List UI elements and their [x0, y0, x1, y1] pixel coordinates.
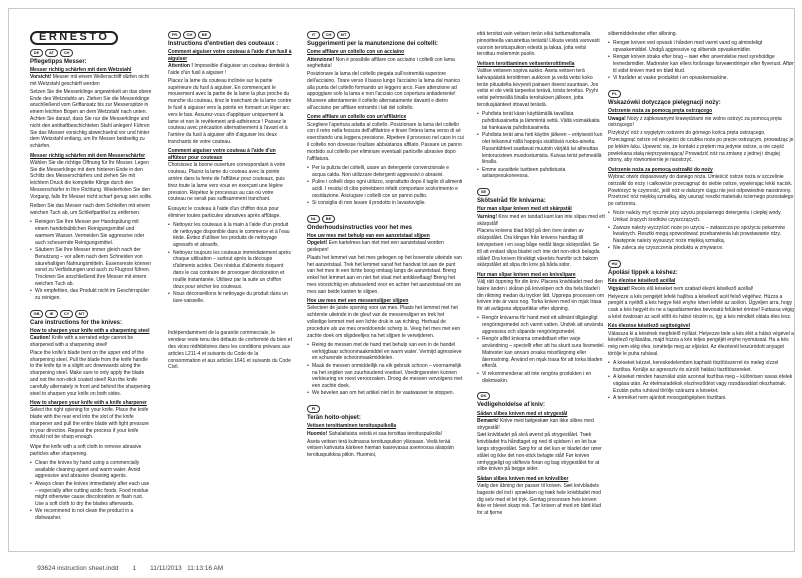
warning-paragraph: [307, 57, 464, 71]
section-title-en: Care instructions for the knives:: [30, 319, 123, 326]
subheading: How to sharpen your knife with a knife sharpener: [30, 399, 147, 406]
country-badges-de: [30, 49, 153, 57]
bullet-item: • Pulire i coltelli dopo ogni utilizzo, soprattutto dopo il taglio di alimenti acidi. I residui di cibo potrebbero infatti comportare scolorimento e ossidazione. Asciugare i coltelli con un panno pulito.: [307, 179, 464, 199]
section-title-se: Skötselråd för knivarna:: [477, 198, 546, 205]
section-title-fi: Terän hoito-ohjeet:: [307, 415, 361, 422]
paragraph: Przyłożyć nóż z wygiętym ostrzem do górnego końca pręta ostrzącego. Przeciągnąć ostrze od rękojeści do czubka noża po pręcie ostrzącym, prowadząc je po lekkim łuku. Upewnić się, że kontakt z prętem ma jedynie ostrze, a nie część powlekana stalą nieprzywierającą! Prowadzić nóż na zmianę z jednej i drugiej strony, aby równomiernie je naostrzyć.: [608, 130, 794, 164]
bullet-item: • Nie zaleca się czyszczenia produktu w zmywarce.: [608, 245, 794, 252]
subheading: Kés élezése késélező acéllal: [608, 278, 676, 285]
country-badge: MT: [75, 310, 88, 318]
subheading: Comment aiguiser votre couteau à l'aide d'un fusil à aiguiser: [168, 49, 292, 62]
warning-text: Non è possibile affilare con acciaino i coltelli con lama seghettata!: [307, 56, 455, 70]
paragraph: Essuyez le couteau à l'aide d'un chiffon doux pour éliminer toutes particules abrasives après affûtage.: [168, 205, 281, 219]
subheading: Ostrzenie noża za pomocą ostrzałki do noży: [608, 166, 713, 173]
bullet-list: [307, 342, 464, 397]
warning-paragraph: [608, 286, 794, 293]
warning-text: Sahalaitaista veistä ei saa teroittaa teroituspuikolla!: [328, 430, 443, 437]
warning-paragraph: [307, 240, 464, 254]
paragraph: Vælg den åbning der passer til kniven. Sæt knivbladets bageste del ind i sprækken og træk hele knivbladet mod dig selv med et let tryk. Gentag processen hvis kniven ikke er blevet skarp nok. Tør kniven af med en blød klud for at fjerne: [477, 483, 602, 517]
bullet-item: • Reinig de messen met de hand met behulp van een in de handel verkrijgbaar schoonmaakmiddel en warm water. Vermijd agressieve en schurende schoonmaakmiddelen.: [307, 342, 464, 362]
bullet-item: • Puhdista terät käsin käyttämällä tavallista puhdistusainetta ja lämmintä vettä. Vältä voimakkaita tai hankaavia puhdistusaineita.: [477, 111, 605, 131]
paragraph: Choisissez la bonne ouverture correspondant à votre couteau. Placez la lame du couteau avec la pointe arrière dans la fente de l'affûteur pour couteaux, puis tirez toute la lame vers vous en exerçant une légère pression. Répétez le processus au cas où votre couteau ne serait pas suffisamment tranchant.: [168, 162, 286, 203]
subheading: Messer richtig schärfen mit dem Wetzstahl: [30, 67, 132, 73]
subheading: Veitsen teroittaminen veitsenteroittimella: [477, 60, 575, 67]
country-badge: SE: [477, 188, 490, 196]
warning-text: Noży z ząbkowanymi krawędziami nie wolno ostrzyć za pomocą pręta ostrzącego!: [608, 115, 782, 129]
warning-text: Knife with a serrated edge cannot be sharpened with a sharpening steel!: [30, 335, 134, 349]
paragraph: Placez la lame du couteau inclinée sur la partie supérieure du fusil à aiguiser. En commençant le mouvement avec la partie de la lame la plus proche du manche du couteau, tirez le tranchant de la lame contre le fusil à aiguiser vers la pointe en formant un léger arc vers le bas. Assurez-vous d'appliquer uniquement la lame et non le revêtement anti-adhérence ! Passez le couteau avec précaution alternativement à l'avant et à l'arrière du fusil à aiguiser afin d'aiguiser les deux tranchants de votre couteau.: [168, 77, 292, 146]
paragraph-continued: slibemiddelrester efter slibning.: [608, 31, 677, 37]
paragraph: Wipe the knife with a soft cloth to remove abrasive particles after sharpening.: [30, 443, 142, 457]
country-badge: CH: [183, 31, 196, 39]
country-badges-hu: [608, 260, 794, 268]
paragraph: Select the right opening for your knife. Place the knife blade with the rear end into the slot of the knife sharpener and pull the entire blade with light pressure in your direction. Repeat the process if your knife should not be sharp enough.: [30, 407, 149, 441]
paragraph: Sæt knivbladet på skrå øverst på strygestålet. Træk knivbladet fra håndtaget og ned til spidsen i en let bue langs strygestålet. Sørg for at det kun er bladet der rører stålet og ikke det non-stick belagte stål! Før kniven omhyggeligt og skiftevis foran og bag strygestålet for at slibe kniven på begge sider.: [477, 432, 602, 473]
column-3: [307, 31, 464, 551]
bullet-item: • Säubern Sie Ihre Messer immer gleich nach der Benutzung – vor allem nach dem Schneiden von säurehaltigen Nahrungsmitteln. Essensreste können sonst zu Verfärbungen und auch zu Flugrost führen. Trocknen Sie anschließend Ihre Messer mit einem weichen Tuch ab.: [30, 247, 153, 288]
subheading: Veitsen teroittaminen teroituspuikolla: [307, 423, 397, 430]
section-title-fr: Instructions d'entretien des couteaux :: [168, 41, 279, 47]
country-badge: FR: [168, 31, 181, 39]
paragraph: Posizionare la lama del coltello piegata sull'estremità superiore dell'acciaino. Tirare verso il basso lungo l'acciaino la lama dal manico alla punta del coltello formando un leggero arco. Fare attenzione ad appoggiare solo la lama e non l'acciaio con copertura antiaderente! Muovere attentamente il coltello alternatamente davanti e dietro all'acciaino per affilare entrambi i lati del coltello.: [307, 71, 461, 112]
warning-paragraph: [168, 63, 292, 77]
bullet-item: • Always clean the knives immediately after each use – especially after cutting acidic foods. Food residue might otherwise cause discoloration or flash rust. Use a soft cloth to dry the blades afterwards.: [30, 481, 153, 508]
bullet-item: • Vi fraråder at vaske produktet i en opvaskemaskine.: [608, 75, 794, 82]
warning-text: Kniv med en tandad kant kan inte slipas med ett skärpstål!: [477, 213, 605, 227]
warning-label: Bemærk!: [477, 417, 499, 424]
warning-text: Messer mit einem Wellenschliff dürfen nicht mit Wetzstahl geschärft werden: [30, 74, 149, 88]
warning-text: Recés élű késeket nem szabad élezni késélező acéllal!: [631, 285, 754, 292]
country-badge: BE: [198, 31, 211, 39]
paragraph: Välj rätt öppning för din kniv. Placera knivbladet med den bakre änden i skåran på knivslipen och dra hela bladet i din riktning medan du trycker lätt. Upprepa processen om kniven inte är vass nog. Torka kniven med en mjuk trasa för att avlägsna slippartiklar efter slipning.: [477, 278, 605, 313]
bullet-item: • Rengör knivarna för hand med ett allmänt tillgängligt rengöringsmedel och varmt vatten. Undvik att använda aggressiva och slipande rengöringsmedel.: [477, 315, 605, 335]
bullet-list: [608, 360, 794, 402]
section-title-hu: Ápolási tippek a késhez:: [608, 270, 678, 277]
warning-paragraph: [477, 214, 605, 228]
subheading: Messer richtig schärfen mit dem Messerschärfer: [30, 152, 146, 159]
country-badges-it: [307, 31, 464, 39]
legal-notice: Indépendamment de la garantie commerciale, le vendeur reste tenu des défauts de conformité du bien et des vices rédhibitoires dans les conditions prévues aux articles L211-4 et suivants du Code de la consommation et aux articles 1641 et suivants du Code Civil.: [168, 330, 292, 371]
warning-text: Impossible d'aiguiser un couteau dentelé à l'aide d'un fusil à aiguiser !: [168, 63, 290, 77]
subheading: Sådan slibes kniven med en knivsliber: [477, 475, 569, 482]
subheading: Hoe uw mes met behulp van een aanzetstaal slijpen: [307, 232, 430, 239]
bullet-item: • We bevelen aan om het artikel niet in de vaatwasser te stoppen.: [307, 390, 464, 397]
ernesto-logo: ERNESTO: [30, 31, 118, 45]
bullet-item: • Zawsze należy wyczyścić noże po użyciu – zwłaszcza po spożyciu pokarmów kwaśnych. Resztki mogą spowodować przebarwienia lub powstawanie rdzy. Następnie należy wysuszyć noże miękką szmatką.: [608, 225, 794, 245]
warning-paragraph: [30, 74, 153, 88]
warning-paragraph: [307, 431, 464, 438]
bullet-item: • A késeket kézzel, kereskedelemben kapható tisztítószerrel és meleg vízzel tisztítsa. Kerülje az agresszív és súroló hatású tisztítószereket.: [608, 360, 794, 374]
subheading: Comment aiguiser votre couteau à l'aide d'un affûteur pour couteaux: [168, 148, 276, 162]
country-badge: CH: [322, 31, 335, 39]
bullet-list: [608, 40, 794, 82]
section-title-it: Suggerimenti per la manutenzione dei coltelli:: [307, 41, 439, 47]
bullet-item: • Wir empfehlen, das Produkt nicht im Geschirrspüler zu reinigen.: [30, 288, 153, 302]
subheading: Hur man slipar kniven med en knivslipare: [477, 271, 576, 278]
subheading: Come affilare un coltello con un'affilatrice: [307, 114, 407, 121]
bullet-item: • Maak de messen onmiddellijk na elk gebruik schoon – voornamelijk na het snijden van zuurhoudend voedsel. Voedingsresten kunnen verkleuring en roest veroorzaken. Droog de messen vervolgens met een zachte doek.: [307, 363, 464, 390]
paragraph: Plaats het lemmet van het mes gebogen op het bovenste uiteinde van het aanzetstaal. Trek het lemmet vanaf het handvat tot aan de punt van het mes in een lichte boog omlaag langs de aanzetstaal. Breng enkel het lemmet aan en niet het staal met antikleeflaag! Breng het mes voorzichtig en afwisselend voor en achter het aanzetstaal om uw mes aan beide kanten te slijpen.: [307, 254, 462, 295]
paragraph: Place the knife's blade bent on the upper end of the sharpening steel. Pull the blade from the knife handle to the knife tip in a slight arc downwards along the sharpening steel. Make sure to only apply the blade and not the non-stick coated steel! Run the knife carefully alternately in front and behind the sharpening steel to sharpen your knife on both sides.: [30, 349, 151, 397]
country-badges-se: [477, 188, 605, 196]
warning-label: Attention !: [168, 63, 193, 70]
warning-label: Vigyázat!: [608, 285, 630, 292]
paragraph: Valitse veitseen sopiva aukko. Aseta veitsen terä kahvapäästä teroittimen aukkoon ja vedä veitsi koko terän pituudelta kevyesti painaen itseesi suuntaan. Jos veitsi ei ole vielä tarpeeksi terävä, toista teroitus. Pyyhi veitsi pehmeällä liinalla teroituksen jälkeen, jotta teroitusjäänteet irtoavat terästä.: [477, 67, 599, 108]
bullet-item: • Per la pulizia dei coltelli, usare un detergente convenzionale e acqua calda. Non utilizzare detergenti aggressivi o abrasivi.: [307, 165, 464, 179]
bullet-item: • Noże należy myć ręcznie przy użyciu popularnego detergentu i ciepłej wody. Unikać żrących środków czyszczących.: [608, 210, 794, 224]
country-badge: IT: [307, 31, 320, 39]
country-badge: BE: [322, 215, 335, 223]
bullet-list: [477, 315, 605, 384]
warning-paragraph: [30, 335, 153, 349]
country-badge: CH: [60, 49, 73, 57]
warning-paragraph: [477, 418, 605, 432]
warning-label: Opgelet!: [307, 240, 328, 247]
country-badge: IE: [45, 310, 58, 318]
warning-label: Huomio!: [307, 430, 328, 437]
paragraph: Wählen Sie die richtige Öffnung für Ihr Messer. Legen Sie die Messerklinge mit dem hinteren Ende in den Schlitz des Messerschärfers und ziehen Sie mit leichtem Druck die komplette Klinge durch den Messerschärfer in Ihre Richtung. Wiederholen Sie den Vorgang, falls Ihr Messer nicht scharf genug sein sollte.: [30, 159, 153, 200]
country-badges-nl: [307, 215, 464, 223]
bullet-list: [30, 219, 153, 302]
bullet-item: • Si consiglia di non lavare il prodotto in lavastoviglie.: [307, 200, 464, 207]
subheading: Hur man slipar kniven med ett skärpstål: [477, 206, 572, 213]
subheading: Kés élezése késélező segítségével: [608, 323, 690, 330]
bullet-item: • Rengør kniven straks efter brug – især efter anvendelse med syreholdige levnedsmidler. Madrester kan ellers forårsage farveændringer eller flyverust. Aftør til sidst kniven med en blød klud.: [608, 54, 794, 74]
subheading: Sådan slibes kniven med et strygestål: [477, 410, 568, 417]
column-5: [608, 31, 794, 551]
country-badge: HU: [608, 260, 621, 268]
bullet-list: [168, 222, 292, 305]
subheading: Come affilare un coltello con un acciaino: [307, 49, 405, 56]
section-title-pl: Wskazówki dotyczące pielęgnacji noży:: [608, 100, 721, 107]
bullet-item: • We recommend to not clean the product in a dishwasher.: [30, 508, 153, 522]
country-badges-fr: [168, 31, 292, 39]
country-badge: CY: [60, 310, 73, 318]
paragraph: Válassza ki a késének megfelelő nyílást. Helyezze bele a kés élét a hátsó végével a késélező nyílásába, majd húzza a kés teljes pengéjét enyhe nyomással. Ha a kés még nem elég éles, ismételje meg az eljárást. Az élezésnél leszúródott anyagot törölje le puha ruhával.: [608, 330, 794, 357]
section-title-de: Pflegetipps Messer:: [30, 58, 87, 65]
paragraph: Helyezze a kés pengéjét lefelé hajlítva a késélező acél felső végéhez. Húzza a pengét a nyéltől a kés hegye felé enyhe ívben lefelé az acélon. Ügyeljen arra, hogy csak a kés hegyét és ne a tapadásmentes bevonatú felületet érintse! Futtassa végig a kést óvatosan az acél előtt és hátsó részén is, így a kés mindkét oldala éles lesz.: [608, 293, 794, 320]
subheading: Hoe uw mes met een messenslijper slijpen: [307, 298, 409, 305]
country-badge: DK: [477, 392, 490, 400]
bullet-item: • Nous déconseillons le nettoyage du produit dans un lave-vaisselle.: [168, 291, 292, 305]
bullet-list: [477, 111, 605, 180]
footer-page-number: 1: [132, 565, 137, 572]
paragraph: Placera knivens blad böjd på den övre änden av skärpstålet. Dra klingan från knivens handtag till knivspetsen i en svag båge nedåt längs skärpstålet. Se till att endast slipa bladet och inte det non-stick belagda stålet! Dra kniven försiktigt växelvis framför och bakom skärpstålet att slipa din kniv på båda sidor.: [477, 228, 600, 269]
country-badge: GB: [30, 310, 43, 318]
warning-label: Caution!: [30, 335, 51, 342]
section-title-dk: Vedligeholdelse af kniv:: [477, 402, 546, 409]
bullet-item: • Nettoyez les couteaux à la main à l'aide d'un produit de nettoyage disponible dans le commerce et à l'eau tiède. Évitez d'utiliser les produits de nettoyage agressifs et abrasifs.: [168, 222, 292, 249]
subheading: How to sharpen your knife with a sharpening steel: [30, 328, 150, 334]
paragraph: Reiben Sie das Messer nach dem Schleifen mit einem weichen Tuch ab, um Schleifpartikel zu entfernen.: [30, 203, 151, 216]
country-badges-pl: [608, 90, 794, 98]
bullet-item: • Puhdista terät aina heti käytön jälkeen – erityisesti kun olet leikannut niillä happoja sisältäviä ruoka-aineita. Ruoantähteet saattavat muutoin värjätä tai aiheuttaa lentoruosteen muodostumista. Kuivaa terät pehmeällä liinalla.: [477, 132, 605, 166]
paragraph: Aseta veitsen terä kulmassa teroituspuikon yläosaan. Vedä terää veitsen kahvasta kärkeen hieman kaarevassa asennossa alaspäin teroituspuikkoa pitkin. Huomioi,: [307, 438, 454, 459]
bullet-item: • Vi rekommenderar att inte rengöra produkten i en diskmaskin.: [477, 371, 605, 385]
paragraph-continued: että teroitat vain veitsen terän eikä tarttumattomalla pinnoitteella varustettua terästä! Liikuta veistä varovasti vuoroin teroituspuikon edestä ja takaa, jotta veitsi teroittuu molemmin puolin.: [477, 31, 600, 58]
country-badge: PL: [608, 90, 621, 98]
paragraph: Setzen Sie die Messerklinge angewinkelt an das obere Ende des Wetzstahls an. Ziehen Sie die Messerklinge anschließend vom Griffansatz bis zur Messerspitze in einem leichten Bogen an dem Wetzstahl nach unten. Achten Sie darauf, dass Sie nur die Messerklinge und nicht den antihaftbeschichteten Stahl anlegen! Führen Sie das Messer vorsichtig abwechselnd vor und hinter dem Wetzstahl entlang, um Ihr Messer beidseitig zu schärfen.: [30, 88, 152, 150]
bullet-item: • A terméket nem ajánlott mosogatógépben tisztítani.: [608, 395, 794, 402]
warning-label: Vorsicht!: [30, 74, 52, 81]
warning-text: Een kartelmes kan niet met een aanzetstaal worden geslepen!: [307, 240, 444, 254]
bullet-list: [30, 460, 153, 522]
country-badge: MT: [337, 31, 350, 39]
bullet-item: • Rengör alltid knivarna omedelbart efter varje användning – speciellt efter att ha skurit sura livsmedel. Matrester kan annars orsaka missfärgning eller återrostning. Använd en mjuk trasa för att torka bladen efteråt.: [477, 336, 605, 370]
bullet-list: [307, 165, 464, 207]
country-badges-en: [30, 310, 153, 318]
bullet-item: • Rengør kniven ved opvask i hånden med varmt vand og almindeligt opvaskemiddel. Undgå aggressive og slibende opvaskemidler.: [608, 40, 794, 54]
column-4: [477, 31, 605, 551]
country-badge: AT: [45, 49, 58, 57]
footer-file-info: 93624 instruction sheet.indd: [37, 565, 119, 572]
section-title-nl: Onderhoudsinstructies voor het mes: [307, 224, 413, 231]
bullet-item: • A késeket minden használat után azonnal tisztítsa meg – különösen savas ételek vágása után. Az ételmaradékok elszíneződést vagy rozsdásodást okozhatnak. Ezután puha ruhával törölje szárazra a késeket.: [608, 374, 794, 394]
footer-timestamp: 11/11/2013 11:13:16 AM: [150, 565, 224, 572]
paragraph: Wybrać otwór dopasowany do danego noża. Umieścić ostrze noża w szczelinie ostrzałki do noży i całkowicie przeciągnąć do siebie ostrze, wywierając lekki nacisk. Powtórzyć tę czynność, jeśli nóż w dalszym ciągu nie jest odpowiednio naostrzony. Przetrzeć nóż miękką szmatką, aby usunąć resztki materiału ściernego pozostałego po ostrzeniu.: [608, 173, 794, 208]
column-2: [168, 31, 292, 551]
bullet-item: • Reinigen Sie Ihre Messer per Handspülung mit einem handelsüblichen Reinigungsmittel und warmem Wasser. Vermeiden Sie aggressive oder auch scheuernde Reinigungsmittel.: [30, 219, 153, 246]
country-badges-dk: [477, 392, 605, 400]
paragraph: Selecteer de juiste opening voor uw mes. Plaats het lemmet met het achterste uiteinde in de gleuf van de messenslijper en trek het volledige lemmet met een lichte druk in uw richting. Herhaal de procedure als uw mes onvoldoende scherp is. Veeg het mes met een zachte doek om slijpdeeltjes na het slijpen te verwijderen.: [307, 305, 461, 339]
warning-text: Knive med bølgeskær kan ikke slibes med strygestål!: [477, 417, 594, 431]
warning-label: Varning!: [477, 213, 498, 220]
bullet-item: • Clean the knives by hand using a commercially available cleaning agent and warm water. Avoid aggressive and abrasive cleaning agents.: [30, 460, 153, 480]
country-badge: DE: [30, 49, 43, 57]
column-1: [30, 31, 153, 551]
country-badge: FI: [307, 405, 320, 413]
print-slug-line: [30, 558, 237, 578]
warning-label: Uwaga!: [608, 115, 626, 122]
country-badge: NL: [307, 215, 320, 223]
paragraph: Scegliere l'apertura adatta al coltello. Posizionare la lama del coltello con il retro nella fessura dell'affilatrice e tirare l'intera lama verso di sé esercitando una leggera pressione. Ripetere il processo nel caso in cui il coltello non dovesse risultare abbastanza affilato. Passare un panno morbido sul coltello per eliminare eventuali particelle abrasive dopo l'affilatura.: [307, 121, 464, 162]
warning-label: Attenzione!: [307, 56, 335, 63]
bullet-list: [608, 210, 794, 252]
country-badges-fi: [307, 405, 464, 413]
bullet-item: • Nettoyez toujours les couteaux immédiatement après chaque utilisation – surtout après la découpe d'aliments acides. Des résidus d'aliments risquent dans le cas contraire de provoquer décoloration et rouille instantanée. Utilisez par la suite un chiffon doux pour sécher les couteaux.: [168, 250, 292, 291]
subheading: Ostrzenie noża za pomocą pręta ostrzącego: [608, 108, 713, 115]
bullet-item: • Emme suosittele tuotteen puhdistusta astianpesukoneessa.: [477, 167, 605, 181]
warning-paragraph: [608, 116, 794, 130]
